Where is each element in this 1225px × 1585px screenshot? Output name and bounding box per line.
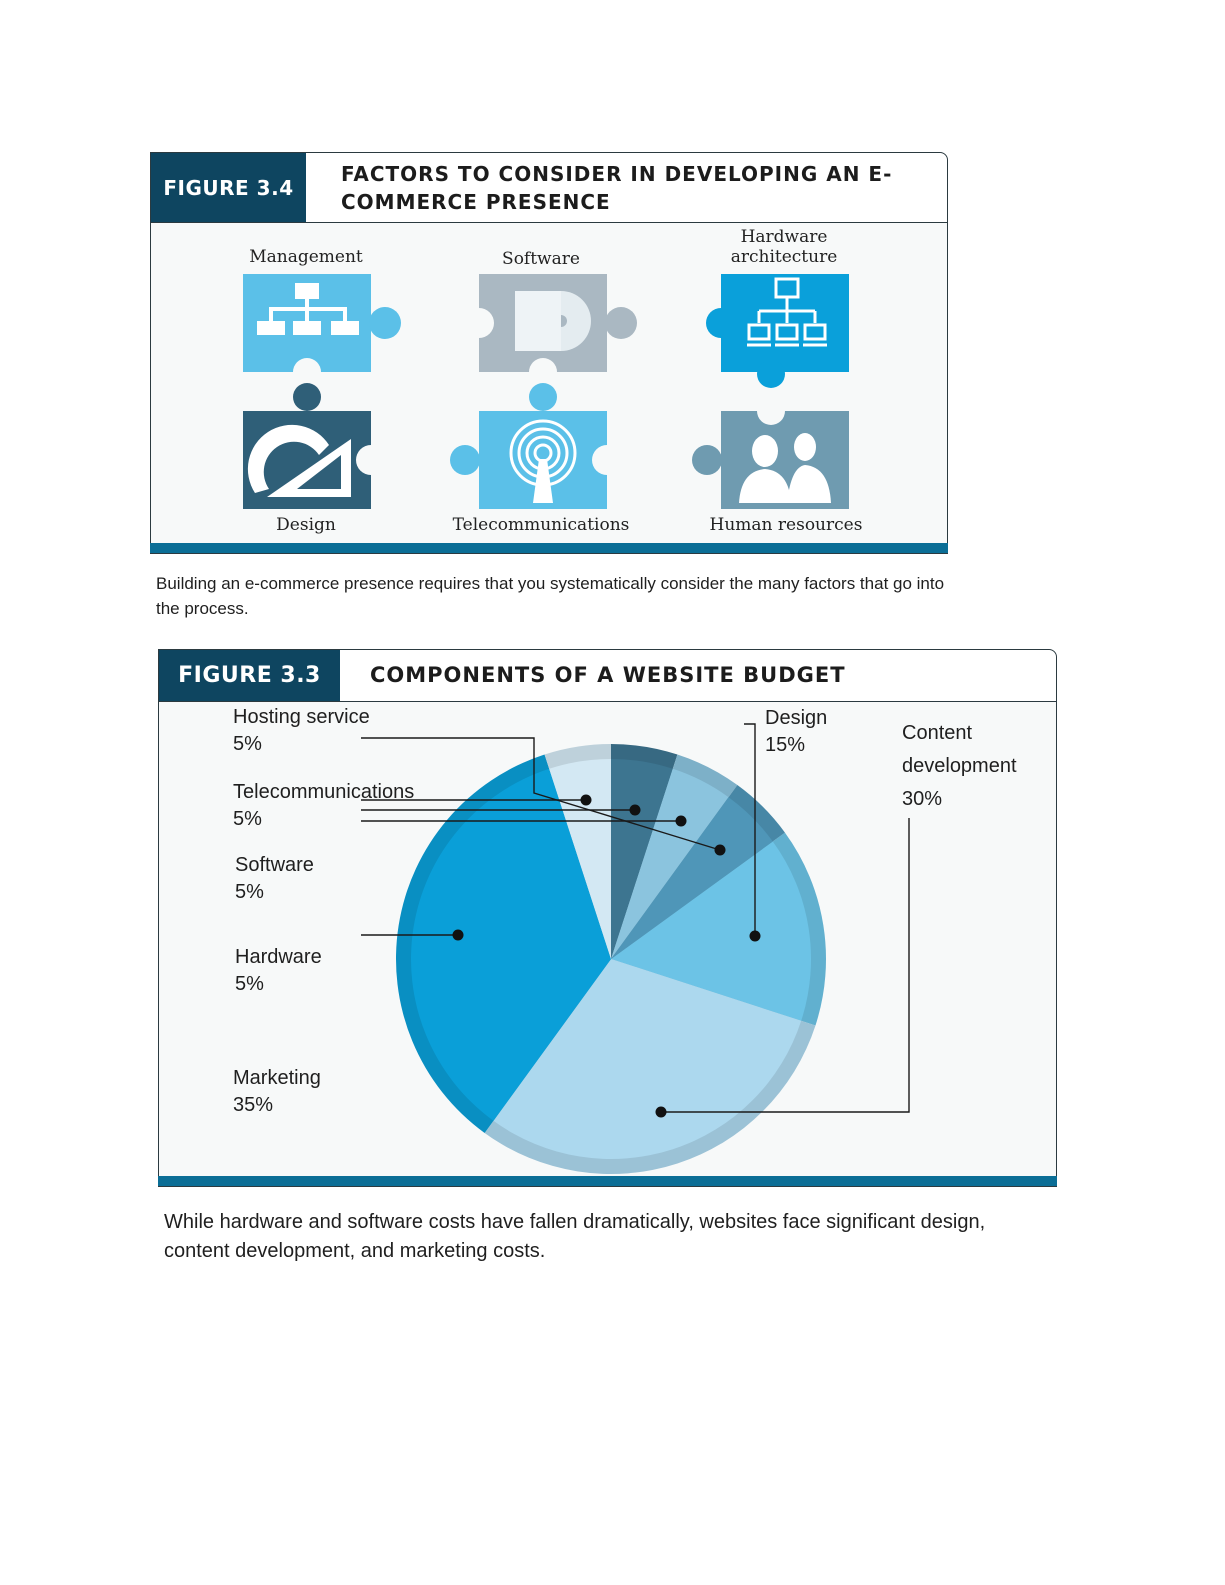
piece-label-human-resources: Human resources [709,515,863,535]
slice-percent: 15% [765,734,806,756]
slice-name: Hosting service [233,706,370,728]
puzzle-piece-design [243,383,386,509]
leader-dot-hardware [581,795,592,806]
piece-label-software: Software [502,249,580,269]
figure-3-4-caption: Building an e-commerce presence requires that you systematically consider the many factors that go into the process. [156,574,945,618]
figure-title: COMPONENTS OF A WEBSITE BUDGET [370,662,846,687]
figure-3-3-caption: While hardware and software costs have fallen dramatically, websites face significant design, content development, and marketing costs. [164,1211,986,1262]
puzzle-piece-human-resources [692,397,849,509]
budget-pie-chart [159,650,1056,1186]
figure-bottom-bar [158,1176,1057,1186]
slice-name: Telecommunications [233,781,415,803]
leader-dot-content-development [656,1107,667,1118]
figure-3-4 [150,152,948,554]
slice-name: Content development [902,722,1017,777]
piece-label-telecommunications: Telecommunications [452,515,630,535]
slice-name: Design [765,707,828,729]
slice-name: Software [235,854,314,876]
figure-3-3 [158,649,1057,1187]
slice-percent: 35% [233,1094,274,1116]
figure-bottom-bar [150,543,948,553]
slice-percent: 5% [235,881,264,903]
software-disc-icon [515,291,591,351]
slice-name: Hardware [235,946,322,968]
leader-dot-software [630,805,641,816]
puzzle-piece-management [243,274,401,386]
puzzle-graphic [151,153,947,553]
leader-dot-telecommunications [676,816,687,827]
leader-dot-hosting-service [715,845,726,856]
slice-percent: 5% [233,808,262,830]
puzzle-piece-telecommunications [450,383,622,509]
slice-name: Marketing [233,1067,321,1089]
slice-percent: 5% [233,733,262,755]
puzzle-piece-software [464,274,637,386]
slice-percent: 30% [902,788,943,810]
piece-label-hardware-architecture: Hardware architecture [730,227,838,268]
leader-dot-marketing [453,930,464,941]
puzzle-piece-hardware-architecture [706,274,849,388]
pie-slices [396,744,826,1174]
piece-label-management: Management [249,247,363,267]
leader-dot-design [750,931,761,942]
figure-number: FIGURE 3.4 [151,153,306,222]
figure-number: FIGURE 3.3 [159,650,340,701]
slice-percent: 5% [235,973,264,995]
figure-title: FACTORS TO CONSIDER IN DEVELOPING AN E-COMMERCE PRESENCE [341,161,893,214]
piece-label-design: Design [276,515,336,535]
